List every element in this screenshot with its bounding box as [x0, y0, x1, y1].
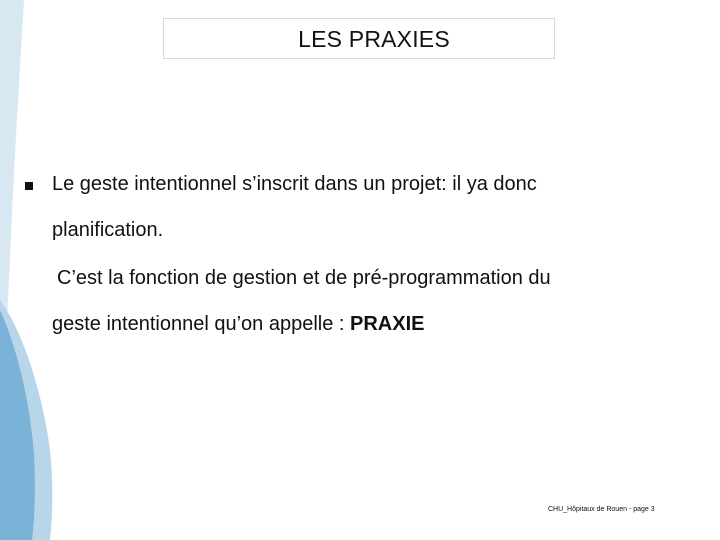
paragraph-line-2 — [52, 313, 424, 336]
paragraph-line-2-text: geste intentionnel qu’on appelle : — [52, 313, 351, 335]
bullet-text-line-2: planification. — [52, 219, 164, 241]
square-bullet-icon — [25, 182, 33, 190]
footer-page-label: CHU_Hôpitaux de Rouen - page 3 — [548, 506, 655, 513]
paragraph-line-1: C’est la fonction de gestion et de pré-programmation du — [57, 267, 551, 289]
bullet-text-line-1: Le geste intentionnel s’inscrit dans un projet: il ya donc — [52, 173, 537, 195]
title-box — [163, 18, 555, 59]
praxie-emphasis: PRAXIE — [350, 313, 425, 335]
slide-title: LES PRAXIES — [298, 26, 450, 52]
